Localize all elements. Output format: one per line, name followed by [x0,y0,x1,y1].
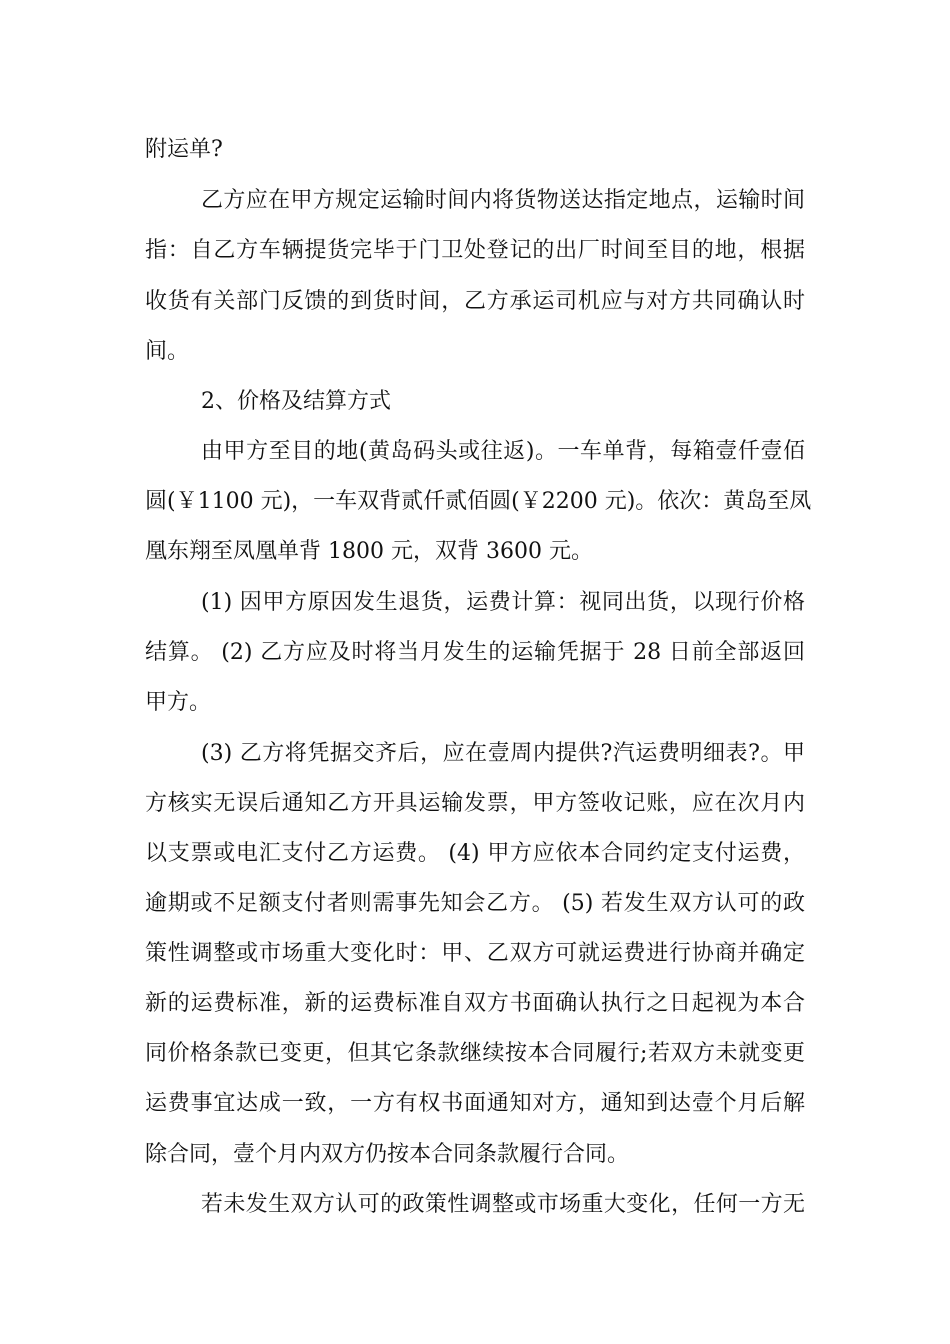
text-line: (3) 乙方将凭据交齐后，应在壹周内提供?汽运费明细表?。甲 [201,741,805,766]
text-line: 结算。 (2) 乙方应及时将当月发生的运输凭据于 28 日前全部返回 [145,640,805,665]
text-line: 甲方。 [145,690,212,715]
text-line: 圆(￥1100 元)，一车双背贰仟贰佰圆(￥2200 元)。依次：黄岛至凤 [145,489,812,514]
text-line: 间。 [145,339,190,364]
section-heading: 2、价格及结算方式 [201,389,391,414]
text-line: 新的运费标准，新的运费标准自双方书面确认执行之日起视为本合 [145,991,805,1016]
text-line: 若未发生双方认可的政策性调整或市场重大变化，任何一方无 [201,1192,805,1217]
text-line: 策性调整或市场重大变化时：甲、乙双方可就运费进行协商并确定 [145,941,805,966]
text-line: 凰东翔至凤凰单背 1800 元，双背 3600 元。 [145,539,593,564]
text-line: 由甲方至目的地(黄岛码头或往返)。一车单背，每箱壹仟壹佰 [201,439,805,464]
text-line: 指：自乙方车辆提货完毕于门卫处登记的出厂时间至目的地，根据 [145,238,805,263]
text-line: 以支票或电汇支付乙方运费。 (4) 甲方应依本合同约定支付运费， [145,841,805,866]
text-line: 方核实无误后通知乙方开具运输发票，甲方签收记账，应在次月内 [145,791,805,816]
text-line: 乙方应在甲方规定运输时间内将货物送达指定地点，运输时间 [201,188,805,213]
text-line: 除合同，壹个月内双方仍按本合同条款履行合同。 [145,1142,630,1167]
text-line: 逾期或不足额支付者则需事先知会乙方。 (5) 若发生双方认可的政 [145,891,805,916]
text-line: 收货有关部门反馈的到货时间，乙方承运司机应与对方共同确认时 [145,289,805,314]
text-line: 运费事宜达成一致，一方有权书面通知对方，通知到达壹个月后解 [145,1091,805,1116]
text-line: 附运单? [145,137,223,162]
text-line: 同价格条款已变更，但其它条款继续按本合同履行;若双方未就变更 [145,1041,805,1066]
text-line: (1) 因甲方原因发生退货，运费计算：视同出货，以现行价格 [201,590,805,615]
